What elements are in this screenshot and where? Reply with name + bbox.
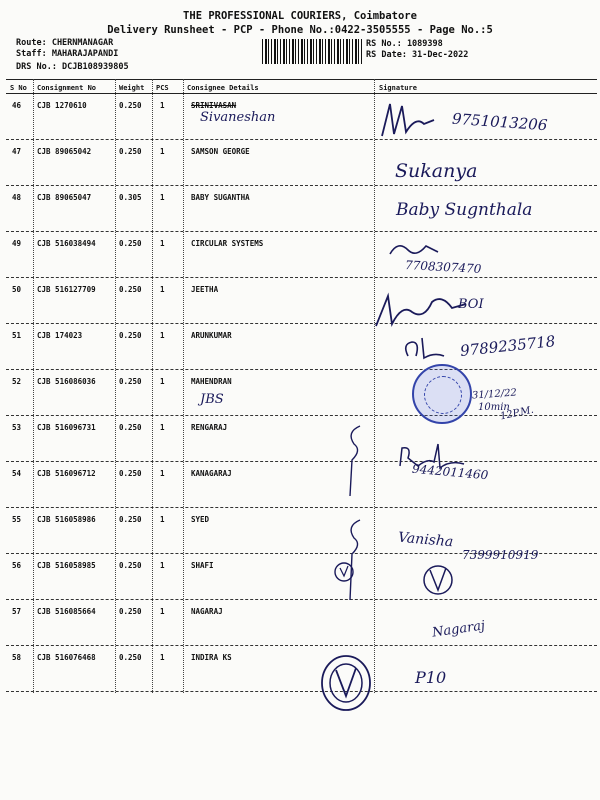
table-row-divider: [6, 139, 597, 140]
pieces-count: 1: [160, 101, 165, 110]
handwritten-phone: 9751013206: [451, 109, 548, 135]
pieces-count: 1: [160, 561, 165, 570]
consignment-number: CJB 516076468: [37, 653, 96, 662]
table-row-divider: [6, 461, 597, 462]
serial-number: 46: [12, 101, 22, 110]
table-row-divider: [6, 323, 597, 324]
handwritten-date: 31/12/22: [471, 387, 518, 402]
pieces-count: 1: [160, 607, 165, 616]
serial-number: 47: [12, 147, 22, 156]
consignment-number: CJB 516058986: [37, 515, 96, 524]
barcode-image: [262, 39, 362, 64]
document-title: THE PROFESSIONAL COURIERS, Coimbatore: [183, 10, 417, 22]
serial-number: 50: [12, 285, 22, 294]
handwritten-signature: Baby Sugnthala: [396, 200, 533, 220]
handwritten-phone: 9789235718: [459, 332, 557, 360]
pieces-count: 1: [160, 331, 165, 340]
weight-value: 0.250: [119, 331, 142, 340]
column-header-pcs: PCS: [156, 84, 169, 92]
pieces-count: 1: [160, 285, 165, 294]
consignment-number: CJB 516127709: [37, 285, 96, 294]
consignment-number: CJB 516096731: [37, 423, 96, 432]
handwritten-phone: 7399910919: [462, 548, 539, 562]
table-row-divider: [6, 691, 597, 692]
document-subtitle: Delivery Runsheet - PCP - Phone No.:0422-3505555 - Page No.:5: [107, 24, 493, 36]
weight-value: 0.250: [119, 515, 142, 524]
serial-number: 56: [12, 561, 22, 570]
handwritten-consignee-note: JBS: [200, 392, 224, 407]
signature-scribble: [386, 236, 446, 266]
pieces-count: 1: [160, 239, 165, 248]
handwritten-time: 12P.M.: [499, 404, 535, 423]
column-divider: [152, 79, 153, 693]
pieces-count: 1: [160, 377, 165, 386]
consignment-number: CJB 516085664: [37, 607, 96, 616]
serial-number: 48: [12, 193, 22, 202]
consignment-number: CJB 516058985: [37, 561, 96, 570]
serial-number: 55: [12, 515, 22, 524]
consignee-name: INDIRA KS: [191, 653, 232, 662]
signature-scribble: [340, 514, 370, 604]
column-header-consignment: Consignment No: [37, 84, 97, 92]
weight-value: 0.250: [119, 101, 142, 110]
weight-value: 0.250: [119, 607, 142, 616]
consignee-name: BABY SUGANTHA: [191, 193, 250, 202]
serial-number: 57: [12, 607, 22, 616]
table-row-divider: [6, 185, 597, 186]
signature-scribble: [318, 652, 374, 714]
pieces-count: 1: [160, 147, 165, 156]
table-row-divider: [6, 369, 597, 370]
weight-value: 0.250: [119, 239, 142, 248]
column-header-signature: Signature: [379, 84, 417, 92]
rs-number: RS No.: 1089398: [366, 39, 443, 49]
serial-number: 49: [12, 239, 22, 248]
consignment-number: CJB 1270610: [37, 101, 87, 110]
pieces-count: 1: [160, 423, 165, 432]
route-label: Route: CHERNMANAGAR: [16, 38, 114, 48]
weight-value: 0.250: [119, 285, 142, 294]
consignee-name: ARUNKUMAR: [191, 331, 232, 340]
handwritten-consignee-note: Sivaneshan: [200, 110, 276, 125]
table-row-divider: [6, 507, 597, 508]
table-row-divider: [6, 599, 597, 600]
consignment-number: CJB 89065047: [37, 193, 92, 202]
table-row-divider: [6, 277, 597, 278]
weight-value: 0.305: [119, 193, 142, 202]
consignee-name: CIRCULAR SYSTEMS: [191, 239, 264, 248]
consignee-name: RENGARAJ: [191, 423, 228, 432]
weight-value: 0.250: [119, 377, 142, 386]
consignment-number: CJB 174023: [37, 331, 83, 340]
serial-number: 51: [12, 331, 22, 340]
consignment-number: CJB 516086036: [37, 377, 96, 386]
handwritten-phone: 7708307470: [404, 258, 482, 276]
consignment-number: CJB 516038494: [37, 239, 96, 248]
table-row-divider: [6, 231, 597, 232]
serial-number: 58: [12, 653, 22, 662]
consignee-name: SHAFI: [191, 561, 214, 570]
serial-number: 53: [12, 423, 22, 432]
handwritten-signature: Nagaraj: [431, 618, 486, 641]
signature-scribble: [394, 440, 474, 474]
serial-number: 54: [12, 469, 22, 478]
consignee-name: SYED: [191, 515, 210, 524]
signature-scribble: [376, 96, 456, 146]
handwritten-note: BOI: [458, 297, 484, 312]
column-header-consignee: Consignee Details: [187, 84, 259, 92]
drs-number: DRS No.: DCJB108939805: [16, 62, 129, 72]
consignee-name: SRINIVASAN: [191, 101, 237, 110]
handwritten-phone: 9442011460: [411, 461, 489, 483]
consignee-name: SAMSON GEORGE: [191, 147, 250, 156]
consignee-name: MAHENDRAN: [191, 377, 232, 386]
handwritten-time: 10min: [478, 402, 510, 413]
handwritten-signature: P10: [415, 668, 447, 687]
column-divider: [183, 79, 184, 693]
signature-scribble: [340, 420, 370, 500]
column-divider: [33, 79, 34, 693]
weight-value: 0.250: [119, 561, 142, 570]
consignee-name: NAGARAJ: [191, 607, 223, 616]
consignee-name: KANAGARAJ: [191, 469, 232, 478]
signature-scribble: [332, 560, 356, 584]
signature-scribble: [420, 562, 456, 598]
consignee-name: JEETHA: [191, 285, 219, 294]
column-header-weight: Weight: [119, 84, 145, 92]
handwritten-signature: Vanisha: [397, 529, 454, 551]
serial-number: 52: [12, 377, 22, 386]
weight-value: 0.250: [119, 423, 142, 432]
column-header-sno: S No: [10, 84, 27, 92]
signature-scribble: [372, 290, 472, 334]
pieces-count: 1: [160, 193, 165, 202]
pieces-count: 1: [160, 469, 165, 478]
consignment-number: CJB 89065042: [37, 147, 92, 156]
column-divider: [374, 79, 375, 693]
weight-value: 0.250: [119, 469, 142, 478]
table-top-border: [6, 79, 597, 80]
pieces-count: 1: [160, 653, 165, 662]
consignment-number: CJB 516096712: [37, 469, 96, 478]
handwritten-signature: Sukanya: [395, 160, 478, 182]
table-header-border: [6, 93, 597, 94]
table-row-divider: [6, 645, 597, 646]
weight-value: 0.250: [119, 147, 142, 156]
company-stamp: [412, 364, 472, 424]
rs-date: RS Date: 31-Dec-2022: [366, 50, 469, 60]
staff-label: Staff: MAHARAJAPANDI: [16, 49, 119, 59]
signature-scribble: [398, 330, 458, 364]
pieces-count: 1: [160, 515, 165, 524]
column-divider: [115, 79, 116, 693]
weight-value: 0.250: [119, 653, 142, 662]
